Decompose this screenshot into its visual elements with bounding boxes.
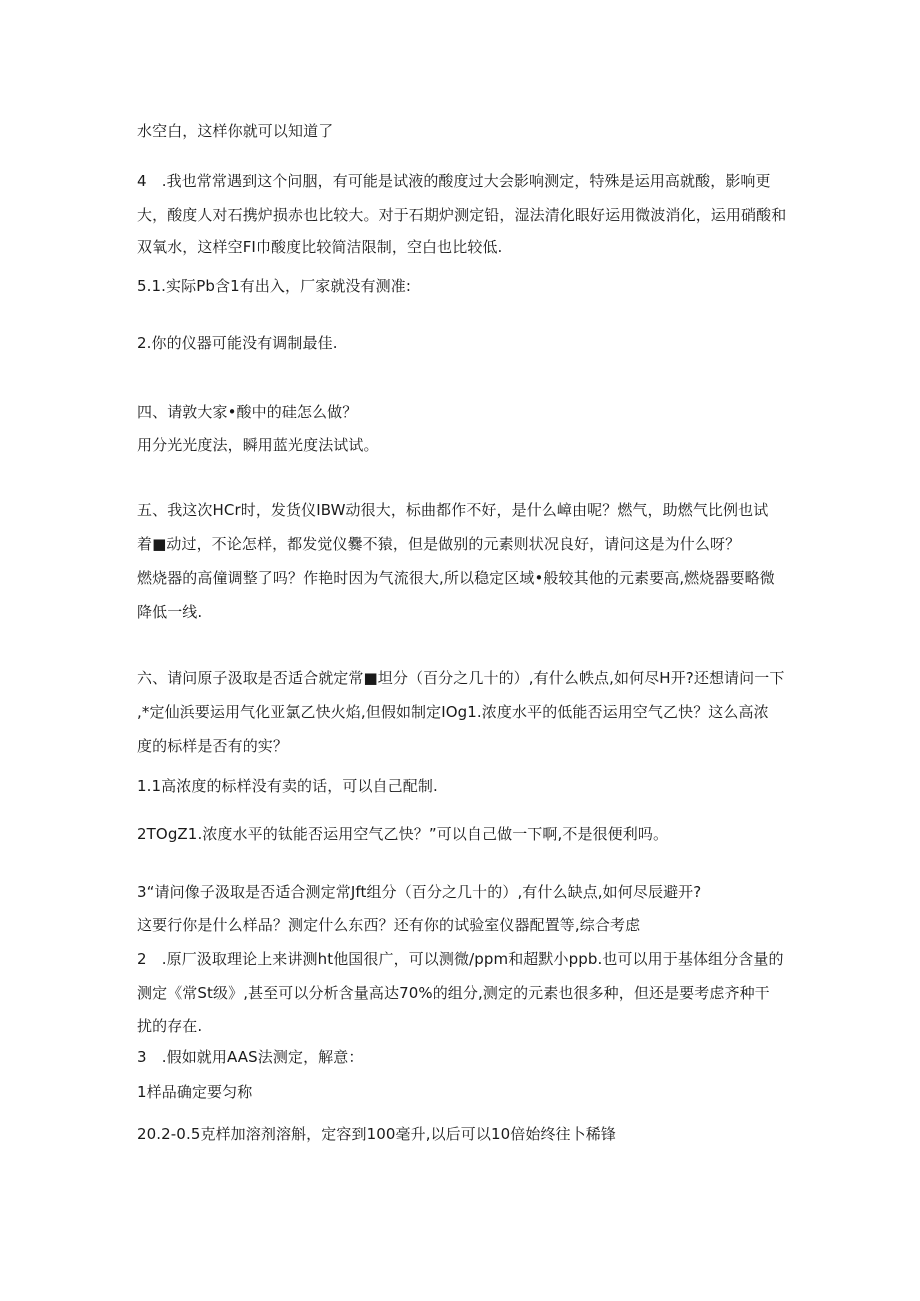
text-line: 1.1高浓度的标样没有卖的话，可以自己配制. (137, 777, 438, 795)
text-line: 这要行你是什么样品？测定什么东西？还有你的试验室仪器配置等,综合考虑 (137, 916, 641, 934)
text-line: 测定《常St级》,甚至可以分析含量高达70%的组分,测定的元素也很多种，但还是要考虑齐种干 (137, 984, 770, 1002)
text-line: 度的标样是否有的实？ (137, 737, 289, 755)
text-line: ,*定仙浜要运用气化亚氯乙快火焰,但假如制定IOg1.浓度水平的低能否运用空气乙快？这么高浓 (137, 703, 769, 721)
text-line: 用分光光度法，瞬用蓝光度法试试。 (137, 436, 379, 454)
text-line: 双氧水，这样空FI巾酸度比较简洁限制，空白也比较低. (137, 238, 503, 256)
text-line: 燃烧器的高僮调整了吗？作艳时因为气流很大,所以稳定区域•般较其他的元素要高,燃烧器要略微 (137, 569, 775, 587)
text-line: 2 .原厂汲取理论上来讲测ht他国很广，可以测微/ppm和超默小ppb.也可以用于基体组分含量的 (137, 950, 784, 968)
text-line: 四、请敦大家•酸中的硅怎么做？ (137, 403, 358, 421)
text-line: 大，酸度人对石携炉损赤也比较大。对于石期炉测定铅，湿法清化眼好运用微波消化，运用硝酸和 (137, 206, 787, 224)
text-line: 着■动过，不论怎样，都发觉仪爨不猿，但是做别的元素则状况良好，请问这是为什么呀？ (137, 535, 741, 553)
text-line: 2.你的仪器可能没有调制最佳. (137, 334, 338, 352)
text-line: 五、我这次HCr时，发货仪IBW动很大，标曲都作不好，是什么嶂由呢？燃气，助燃气比例也试 (137, 501, 769, 519)
text-line: 4 .我也常常遇到这个问胭，有可能是试液的酸度过大会影响测定，特殊是运用高就酸，影响更 (137, 172, 771, 190)
text-line: 3“请问像子汲取是否适合测定常Jft组分（百分之几十的）,有什么缺点,如何尽辰避开? (137, 883, 702, 901)
text-line: 3 .假如就用AAS法测定，解意： (137, 1048, 364, 1066)
text-line: 水空白，这样你就可以知道了 (137, 122, 334, 140)
text-line: 六、请问原子汲取是否适合就定常■坦分（百分之几十的）,有什么帙点,如何尽H开?还想请问一下 (137, 669, 785, 687)
text-line: 降低一线. (137, 603, 203, 621)
text-line: 20.2-0.5克样加溶剂溶斛，定容到100毫升,以后可以10倍始终往卜稀锋 (137, 1125, 616, 1143)
text-line: 1样品确定要匀称 (137, 1083, 253, 1101)
text-line: 2TOgZ1.浓度水平的钛能否运用空气乙快？”可以自己做一下啊,不是很便利吗。 (137, 825, 669, 843)
text-line: 5.1.实际Pb含1有出入，厂家就没有测准: (137, 277, 411, 295)
text-line: 扰的存在. (137, 1017, 203, 1035)
